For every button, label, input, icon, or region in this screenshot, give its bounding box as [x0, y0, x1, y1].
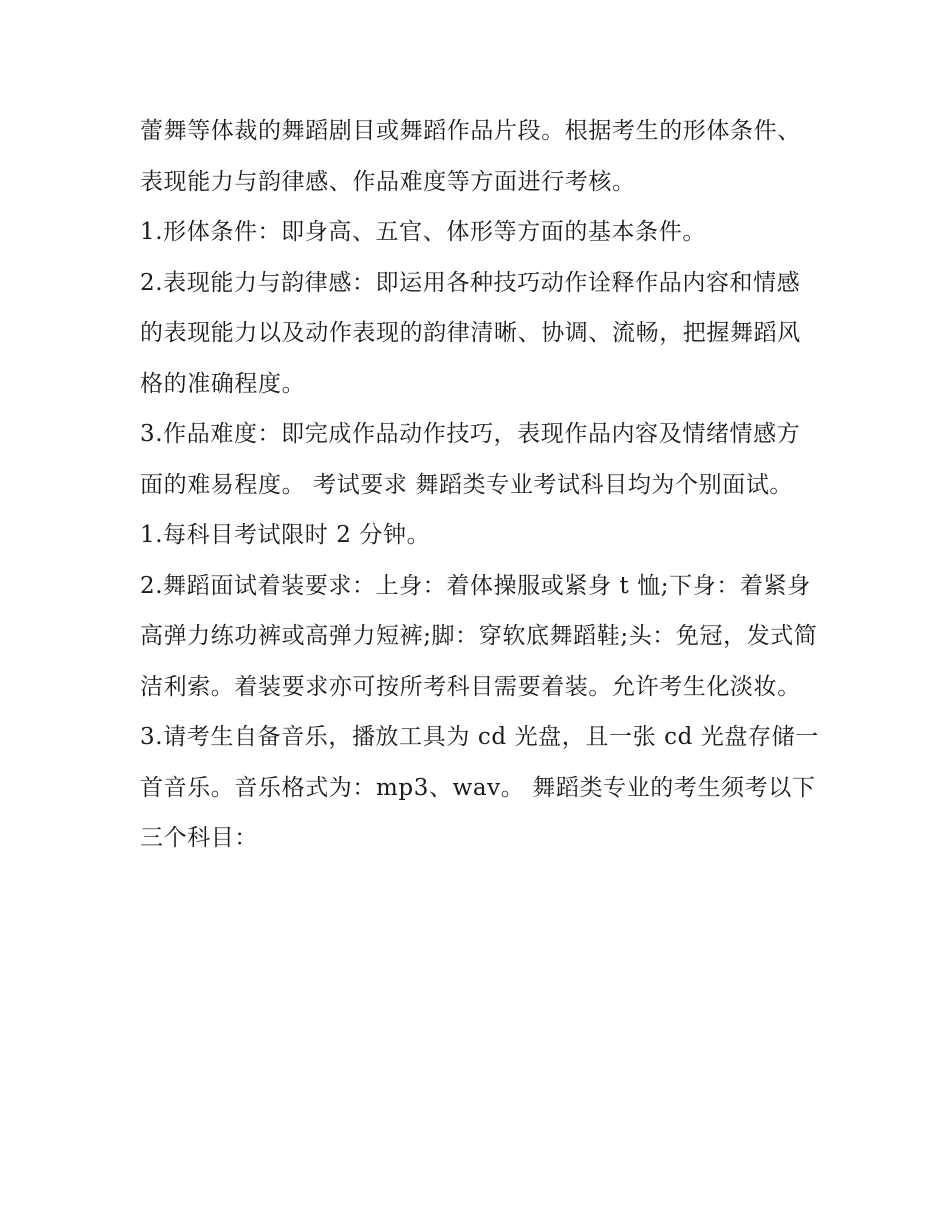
- paragraph-assessment-intro: 蕾舞等体裁的舞蹈剧目或舞蹈作品片段。根据考生的形体条件、表现能力与韵律感、作品难度等方面进行考核。: [140, 118, 801, 195]
- paragraph-expression-rhythm: 2.表现能力与韵律感：即运用各种技巧动作诠释作品内容和情感的表现能力以及动作表现的韵律清晰、协调、流畅，把握舞蹈风格的准确程度。: [140, 269, 801, 397]
- paragraph-body-condition: 1.形体条件：即身高、五官、体形等方面的基本条件。: [140, 219, 706, 245]
- paragraph-music-requirements: 3.请考生自备音乐，播放工具为 cd 光盘，且一张 cd 光盘存储一首音乐。音乐格式为：mp3、wav。 舞蹈类专业的考生须考以下三个科目：: [140, 724, 819, 851]
- document-body: [140, 106, 820, 864]
- paragraph-attire-requirements: 2.舞蹈面试着装要求：上身：着体操服或紧身 t 恤;下身：着紧身高弹力练功裤或高弹力短裤;脚：穿软底舞蹈鞋;头：免冠，发式简洁利索。着装要求亦可按所考科目需要着装。允许考生化淡妆。: [140, 572, 818, 700]
- paragraph-work-difficulty: 3.作品难度：即完成作品动作技巧，表现作品内容及情绪情感方面的难易程度。 考试要求 舞蹈类专业考试科目均为个别面试。 1.每科目考试限时 2 分钟。: [140, 421, 801, 548]
